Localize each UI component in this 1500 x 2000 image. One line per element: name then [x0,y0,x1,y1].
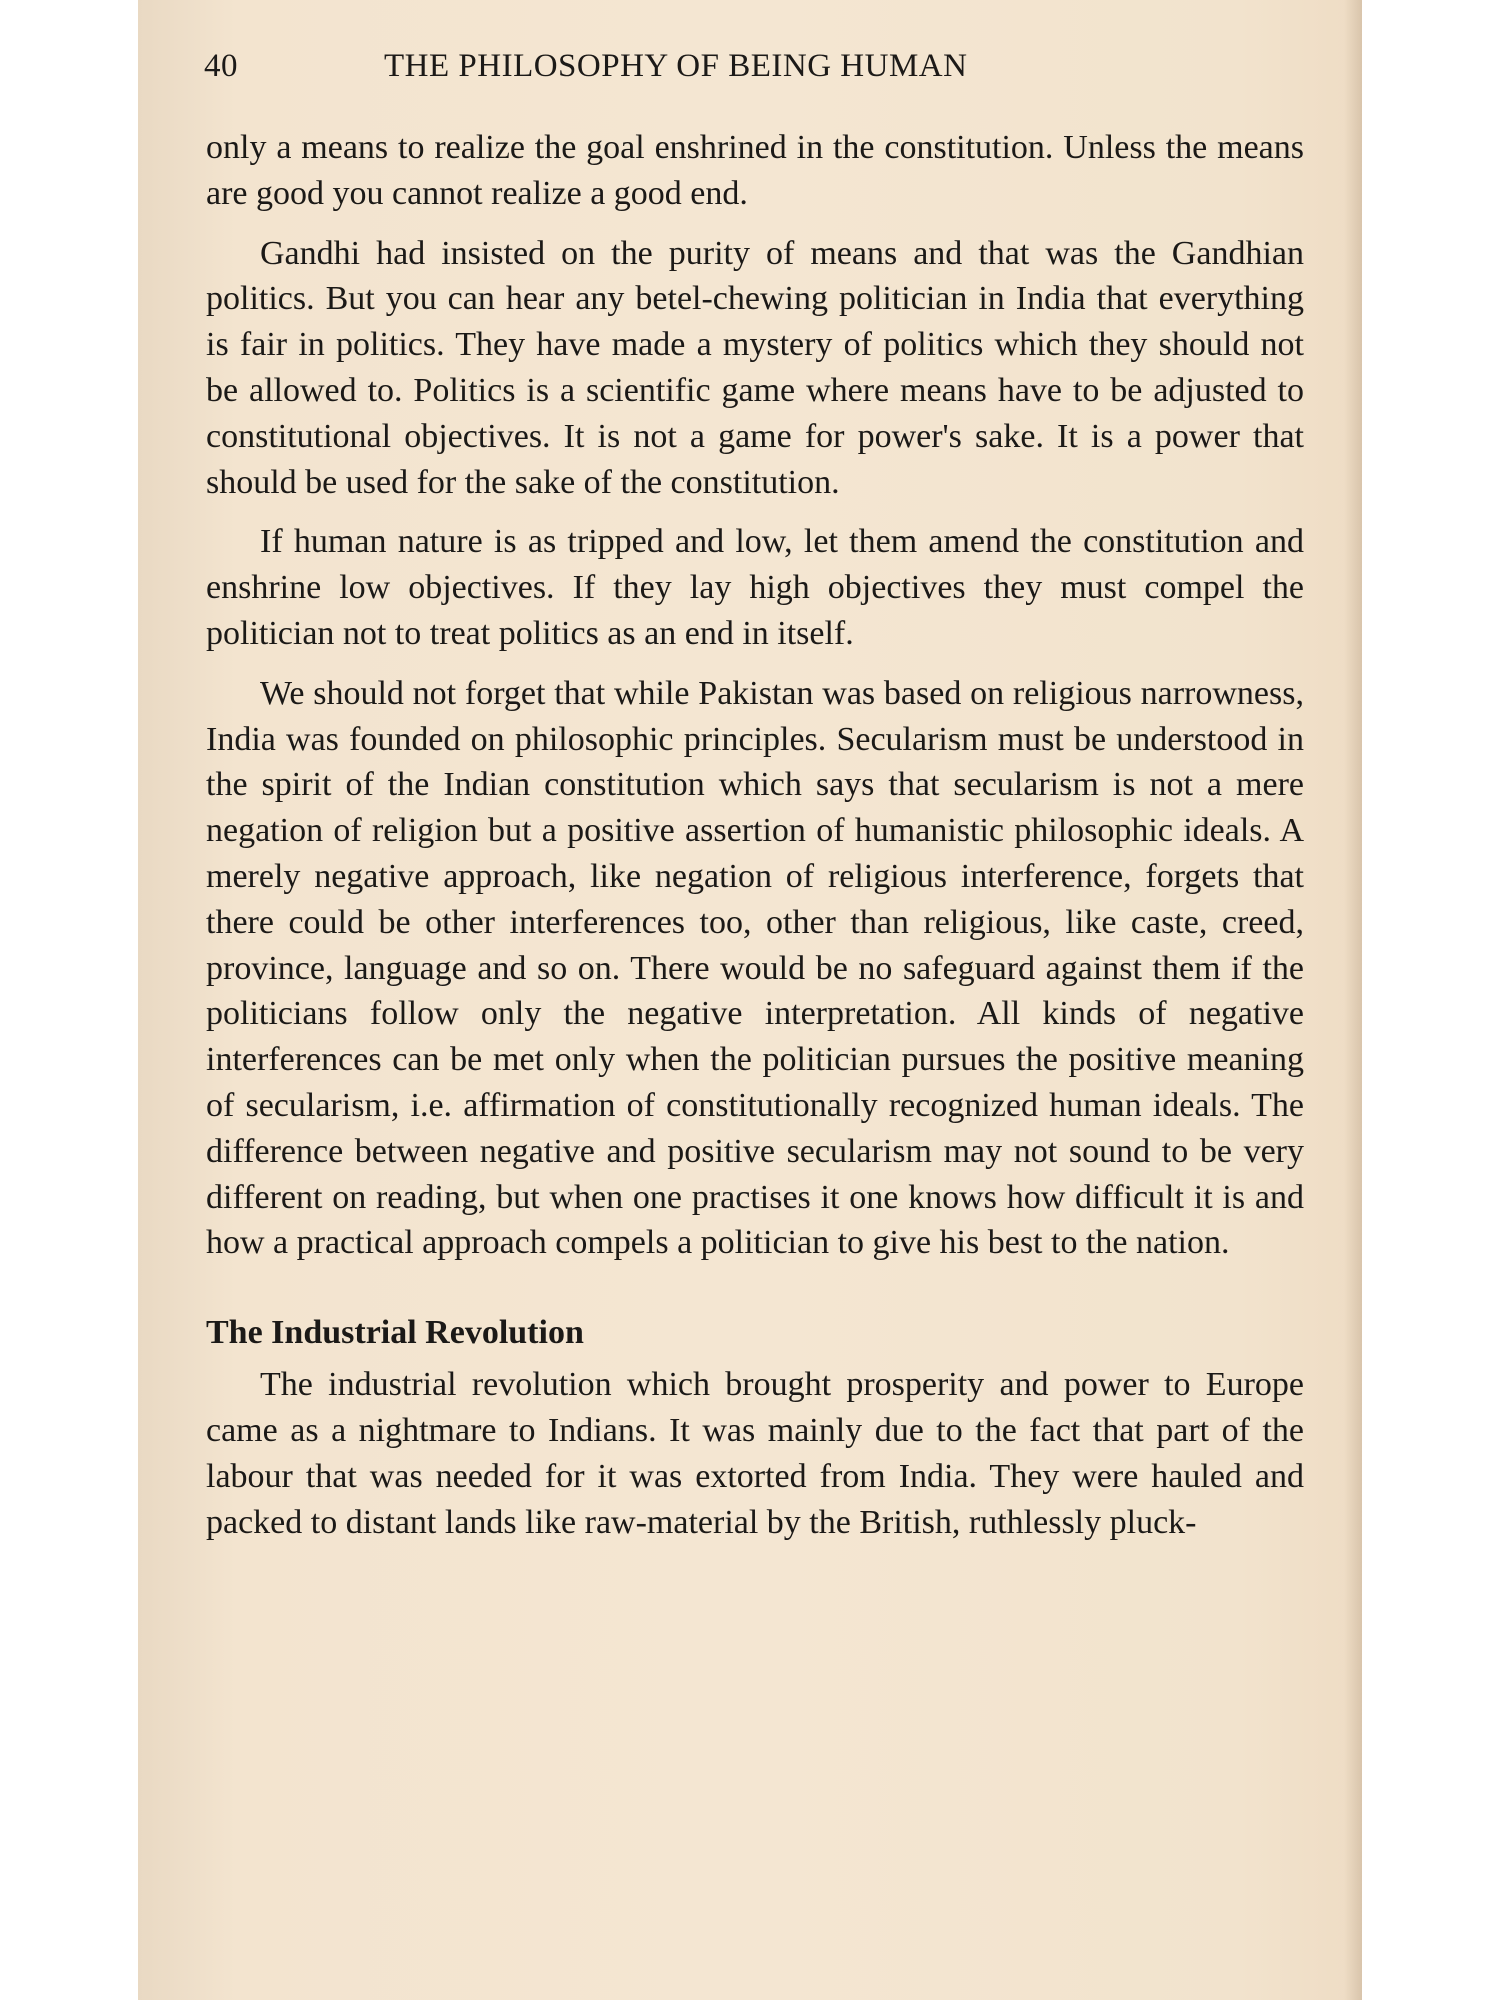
page-edge-shadow [1344,0,1362,2000]
page-number: 40 [204,48,238,84]
book-title: THE PHILOSOPHY OF BEING HUMAN [384,48,968,84]
running-head [204,48,1354,98]
paragraph: If human nature is as tripped and low, let them amend the constitution and enshrine low objectives. If they lay high objectives they must compel the politician not to treat politics as an end in itself. [206,523,1304,652]
book-page [138,0,1362,2000]
paragraph: We should not forget that while Pakistan was based on religious narrowness, India was founded on philosophic principles. Secularism must be understood in the spirit of the Indian constitution which says that secularism is not a mere negation of religion but a positive assertion of humanistic philosophic ideals. A merely negative approach, like negation of religious interference, forgets that there could be other interferences too, other than religious, like caste, creed, province, language and so on. There would be no safeguard against them if the politicians follow only the negative interpretation. All kinds of negative interferences can be met only when the politician pursues the positive meaning of secularism, i.e. affirmation of constitutionally recognized human ideals. The difference between negative and positive secularism may not sound to be very different on reading, but when one practises it one knows how difficult it is and how a practical approach compels a politician to give his best to the nation. [206,674,1304,1262]
section-heading: The Industrial Revolution [206,1314,584,1352]
paragraph: Gandhi had insisted on the purity of means and that was the Gandhian politics. But you can hear any betel-chewing politician in India that everything is fair in politics. They have made a mystery of politics which they should not be allowed to. Politics is a scientific game where means have to be adjusted to constitutional objectives. It is not a game for power's sake. It is a power that should be used for the sake of the constitution. [206,234,1304,501]
paragraph: only a means to realize the goal enshrined in the constitution. Unless the means are good you cannot realize a good end. [206,129,1304,212]
body-text [206,125,1304,1559]
paragraph: The industrial revolution which brought prosperity and power to Europe came as a nightmare to Indians. It was mainly due to the fact that part of the labour that was needed for it was extorted from India. They were hauled and packed to distant lands like raw-material by the British, ruthlessly pluck- [206,1366,1304,1541]
